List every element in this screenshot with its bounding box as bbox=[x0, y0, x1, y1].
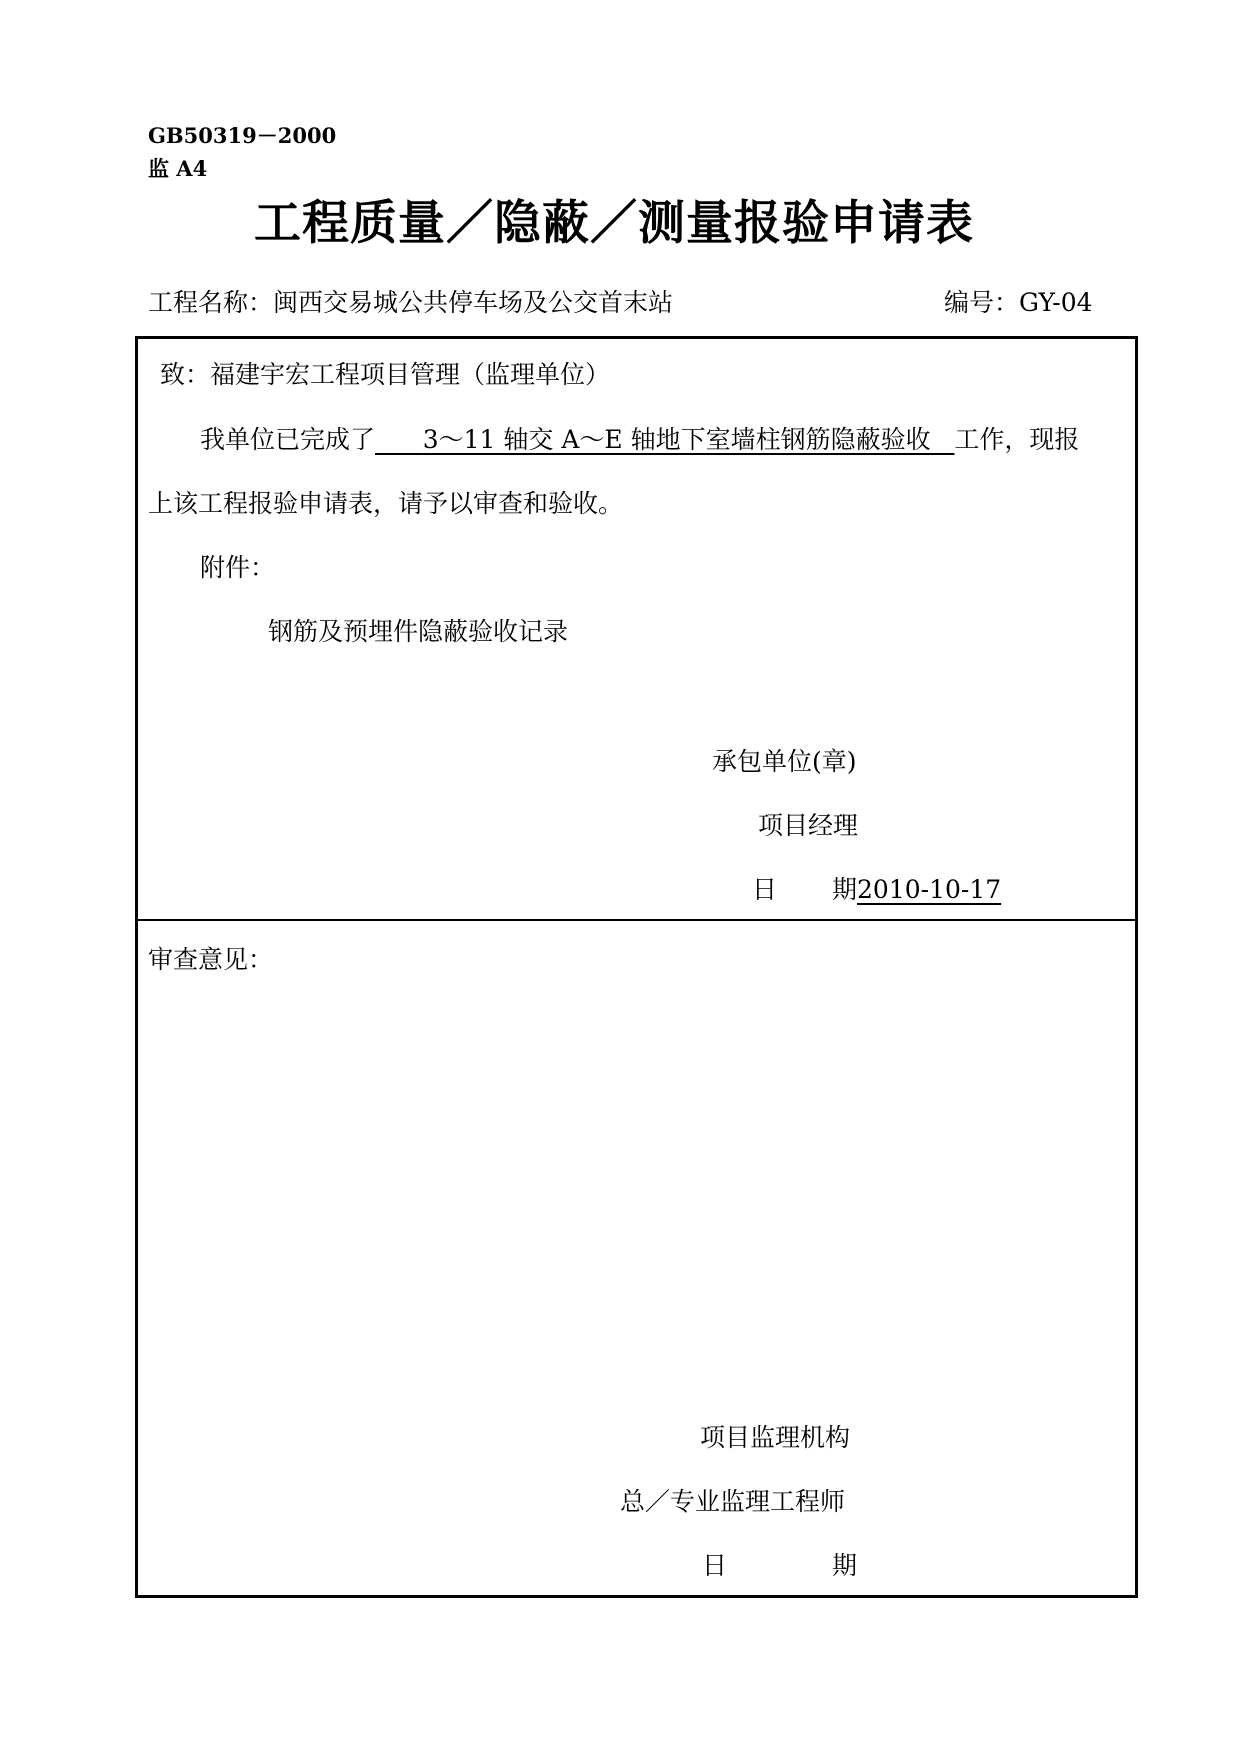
form-number-label: 编号： bbox=[944, 288, 1020, 317]
application-date-value: 2010-10-17 bbox=[857, 875, 1002, 904]
supervision-agency-label: 项目监理机构 bbox=[700, 1423, 851, 1452]
form-number bbox=[944, 283, 1093, 319]
application-date bbox=[832, 870, 1001, 906]
page-title: 工程质量／隐蔽／测量报验申请表 bbox=[254, 196, 974, 251]
project-name-value: 闽西交易城公共停车场及公交首末站 bbox=[273, 288, 674, 317]
supervision-engineer-label: 总／专业监理工程师 bbox=[620, 1487, 846, 1516]
application-line-1 bbox=[200, 420, 1079, 456]
review-date-label-1: 日 bbox=[702, 1551, 728, 1580]
attachment-item: 钢筋及预埋件隐蔽验收记录 bbox=[268, 617, 569, 646]
work-item-field bbox=[375, 425, 954, 454]
contractor-label: 承包单位(章) bbox=[712, 747, 857, 776]
form-code: 监 A4 bbox=[148, 156, 208, 181]
review-opinion-label: 审查意见： bbox=[148, 945, 274, 974]
project-name-label: 工程名称： bbox=[148, 288, 274, 317]
standard-code: GB50319－2000 bbox=[148, 123, 337, 148]
application-date-label-1: 日 bbox=[752, 875, 778, 904]
work-item-value: 3～11 轴交 A～E 轴地下室墙柱钢筋隐蔽验收 bbox=[422, 425, 931, 454]
form-frame bbox=[135, 336, 1138, 1598]
application-date-label-2: 期 bbox=[832, 875, 858, 904]
manager-label: 项目经理 bbox=[758, 811, 859, 840]
section-divider bbox=[135, 919, 1138, 921]
review-date-label-2: 期 bbox=[832, 1551, 858, 1580]
project-name bbox=[148, 283, 673, 319]
attachment-label: 附件： bbox=[200, 553, 276, 582]
addressee: 致：福建宇宏工程项目管理（监理单位） bbox=[160, 360, 611, 389]
completed-prefix: 我单位已完成了 bbox=[200, 425, 376, 454]
work-suffix: 工作，现报 bbox=[954, 425, 1080, 454]
application-line-2: 上该工程报验申请表，请予以审查和验收。 bbox=[148, 489, 624, 518]
form-number-value: GY-04 bbox=[1019, 288, 1093, 317]
